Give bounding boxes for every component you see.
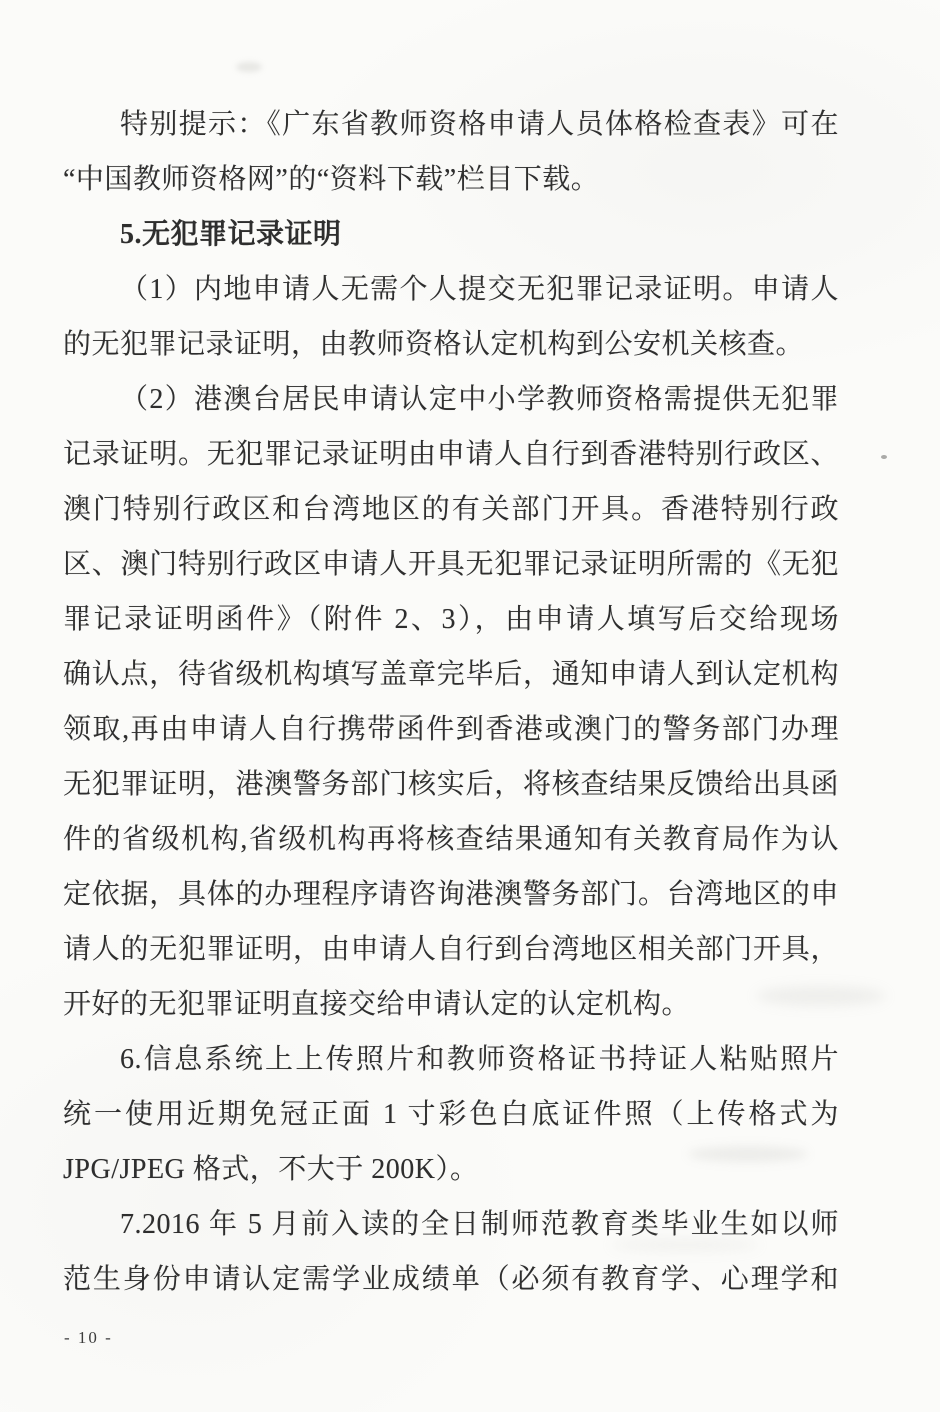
- document-text-line: 5.无犯罪记录证明: [120, 219, 342, 250]
- document-text-line: 定依据，具体的办理程序请咨询港澳警务部门。台湾地区的申: [63, 879, 839, 910]
- document-text-line: 请人的无犯罪证明，由申请人自行到台湾地区相关部门开具，: [63, 934, 839, 965]
- document-text-line: 统一使用近期免冠正面 1 寸彩色白底证件照（上传格式为: [63, 1099, 839, 1130]
- document-text-line: 的无犯罪记录证明，由教师资格认定机构到公安机关核查。: [63, 329, 805, 360]
- document-text-line: 领取,再由申请人自行携带函件到香港或澳门的警务部门办理: [63, 714, 839, 745]
- document-text-line: 范生身份申请认定需学业成绩单（必须有教育学、心理学和: [63, 1264, 839, 1295]
- document-text-line: 罪记录证明函件》（附件 2、3），由申请人填写后交给现场: [63, 604, 839, 635]
- document-text-line: 7.2016 年 5 月前入读的全日制师范教育类毕业生如以师: [120, 1209, 839, 1240]
- document-text-line: JPG/JPEG 格式，不大于 200K）。: [63, 1154, 479, 1185]
- scan-artifact-dot: [881, 455, 887, 459]
- document-text-line: “中国教师资格网”的“资料下载”栏目下载。: [63, 164, 600, 195]
- document-text-line: （1）内地申请人无需个人提交无犯罪记录证明。申请人: [120, 274, 839, 305]
- document-text-line: 6.信息系统上上传照片和教师资格证书持证人粘贴照片: [120, 1044, 839, 1075]
- page-number: - 10 -: [64, 1328, 113, 1347]
- document-text-line: 无犯罪证明，港澳警务部门核实后，将核查结果反馈给出具函: [63, 769, 839, 800]
- document-text-line: 澳门特别行政区和台湾地区的有关部门开具。香港特别行政: [63, 494, 839, 525]
- scan-artifact-smudge: [236, 62, 262, 72]
- document-text-line: 区、澳门特别行政区申请人开具无犯罪记录证明所需的《无犯: [63, 549, 839, 580]
- document-text-line: （2）港澳台居民申请认定中小学教师资格需提供无犯罪: [120, 384, 839, 415]
- document-text-line: 开好的无犯罪证明直接交给申请认定的认定机构。: [63, 989, 691, 1020]
- document-text-line: 记录证明。无犯罪记录证明由申请人自行到香港特别行政区、: [63, 439, 839, 470]
- document-body: [63, 97, 839, 1307]
- document-text-line: 件的省级机构,省级机构再将核查结果通知有关教育局作为认: [63, 824, 839, 855]
- document-text-line: 特别提示：《广东省教师资格申请人员体格检查表》可在: [120, 109, 839, 140]
- document-text-line: 确认点，待省级机构填写盖章完毕后，通知申请人到认定机构: [63, 659, 839, 690]
